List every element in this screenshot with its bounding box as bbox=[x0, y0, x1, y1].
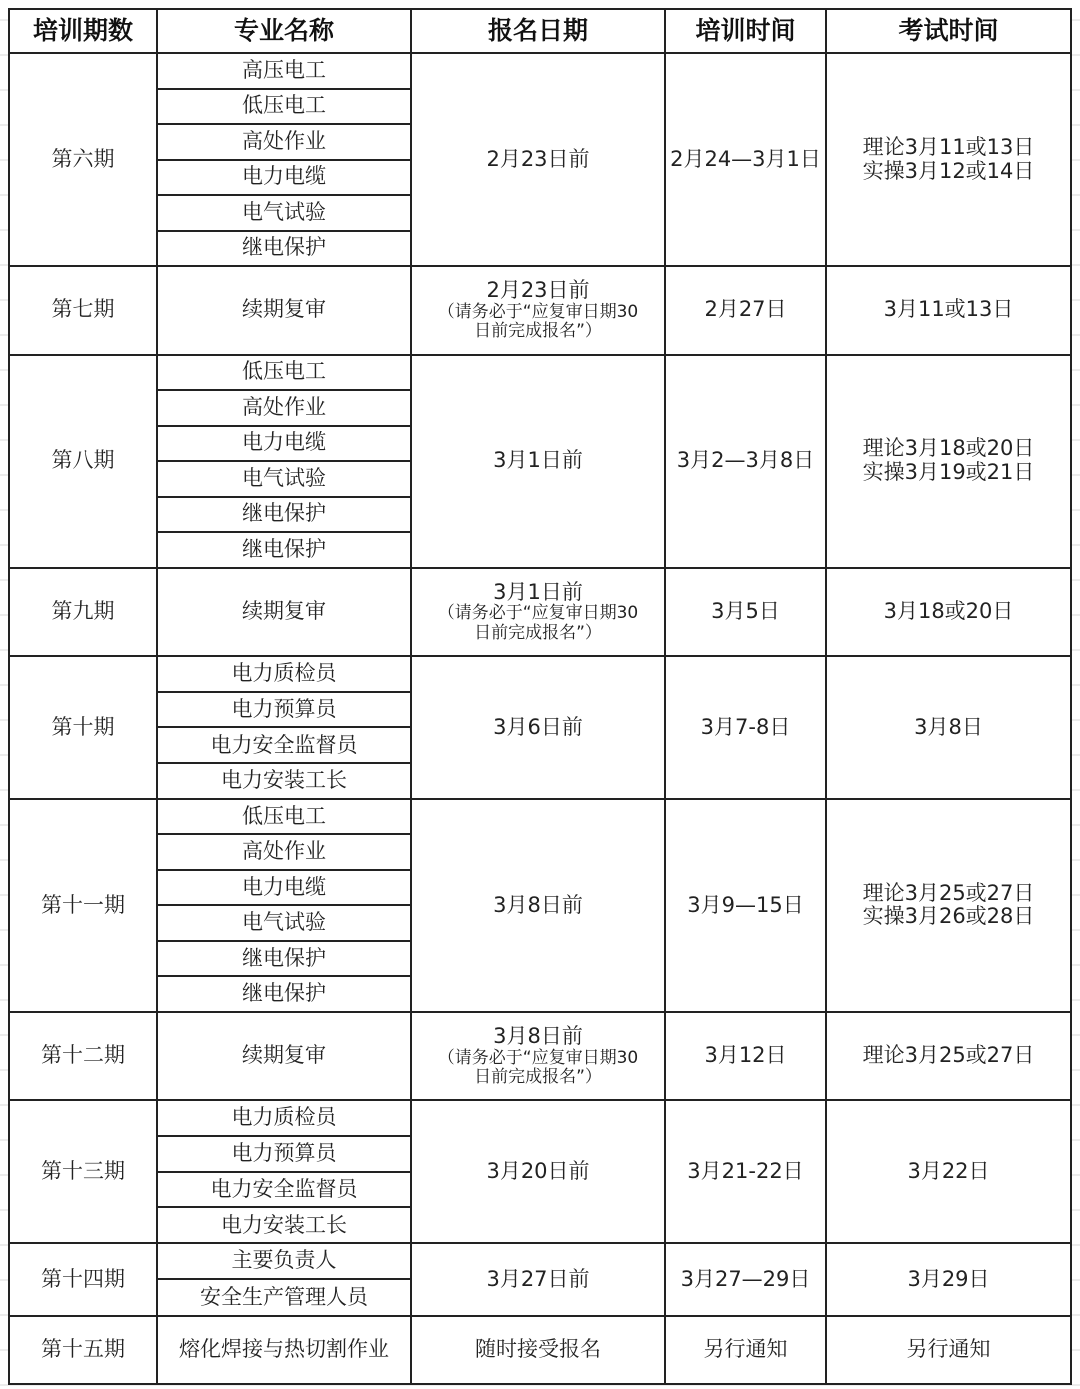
table-row bbox=[9, 656, 1071, 692]
registration-date bbox=[411, 1100, 665, 1243]
registration-date-line: 3月1日前 bbox=[493, 579, 583, 604]
major-name: 电力电缆 bbox=[157, 426, 411, 462]
major-name: 高处作业 bbox=[157, 390, 411, 426]
training-time: 3月21-22日 bbox=[665, 1100, 826, 1243]
registration-date bbox=[411, 53, 665, 266]
exam-time-line: 3月8日 bbox=[914, 714, 983, 739]
header-registration-date: 报名日期 bbox=[411, 9, 665, 53]
major-name: 电力电缆 bbox=[157, 870, 411, 906]
exam-time-line: 3月11或13日 bbox=[883, 297, 1014, 322]
major-name: 电力预算员 bbox=[157, 1136, 411, 1172]
major-name: 电气试验 bbox=[157, 905, 411, 941]
registration-date-line: 3月6日前 bbox=[493, 714, 583, 739]
major-name: 电力安装工长 bbox=[157, 1207, 411, 1243]
exam-time-line: 实操3月19或21日 bbox=[862, 460, 1035, 484]
table-row bbox=[9, 568, 1071, 657]
period-name: 第十三期 bbox=[9, 1100, 157, 1243]
major-name: 续期复审 bbox=[157, 1012, 411, 1101]
period-name: 第十一期 bbox=[9, 799, 157, 1012]
period-name: 第十五期 bbox=[9, 1316, 157, 1384]
exam-time-line: 理论3月18或20日 bbox=[862, 436, 1035, 461]
major-name: 电力质检员 bbox=[157, 656, 411, 692]
exam-time-line: 理论3月11或13日 bbox=[862, 134, 1035, 159]
training-time: 3月27—29日 bbox=[665, 1243, 826, 1315]
registration-date-line: 3月8日前 bbox=[493, 1024, 583, 1049]
major-name: 续期复审 bbox=[157, 266, 411, 355]
period-name: 第七期 bbox=[9, 266, 157, 355]
major-name: 续期复审 bbox=[157, 568, 411, 657]
table-row bbox=[9, 266, 1071, 355]
registration-date-line: 3月1日前 bbox=[493, 448, 583, 473]
exam-time bbox=[826, 656, 1071, 799]
table-row bbox=[9, 799, 1071, 835]
major-name: 电气试验 bbox=[157, 461, 411, 497]
period-name: 第十四期 bbox=[9, 1243, 157, 1315]
major-name: 高压电工 bbox=[157, 53, 411, 89]
table-row bbox=[9, 1316, 1071, 1384]
exam-time-line: 3月29日 bbox=[907, 1266, 990, 1291]
exam-time bbox=[826, 266, 1071, 355]
table-row bbox=[9, 1100, 1071, 1136]
exam-time bbox=[826, 799, 1071, 1012]
major-name: 低压电工 bbox=[157, 89, 411, 125]
major-name: 继电保护 bbox=[157, 231, 411, 267]
period-name: 第十期 bbox=[9, 656, 157, 799]
registration-date bbox=[411, 355, 665, 568]
registration-date-line: 3月8日前 bbox=[493, 892, 583, 917]
major-name: 低压电工 bbox=[157, 355, 411, 391]
major-name: 主要负责人 bbox=[157, 1243, 411, 1279]
registration-date-line: 日前完成报名”） bbox=[474, 622, 602, 643]
major-name: 继电保护 bbox=[157, 532, 411, 568]
table-row bbox=[9, 1243, 1071, 1279]
major-name: 高处作业 bbox=[157, 834, 411, 870]
registration-date bbox=[411, 568, 665, 657]
major-name: 电气试验 bbox=[157, 195, 411, 231]
major-name: 继电保护 bbox=[157, 941, 411, 977]
registration-date-line: 日前完成报名”） bbox=[474, 1066, 602, 1087]
exam-time bbox=[826, 355, 1071, 568]
registration-date bbox=[411, 656, 665, 799]
exam-time-line: 实操3月12或14日 bbox=[862, 158, 1035, 183]
exam-time bbox=[826, 1243, 1071, 1315]
major-name: 继电保护 bbox=[157, 497, 411, 533]
period-name: 第六期 bbox=[9, 53, 157, 266]
exam-time bbox=[826, 1316, 1071, 1384]
header-major: 专业名称 bbox=[157, 9, 411, 53]
major-name: 继电保护 bbox=[157, 976, 411, 1012]
major-name: 熔化焊接与热切割作业 bbox=[157, 1316, 411, 1384]
exam-time bbox=[826, 1100, 1071, 1243]
registration-date-line: 3月27日前 bbox=[486, 1266, 590, 1291]
major-name: 低压电工 bbox=[157, 799, 411, 835]
registration-date-line: （请务必于“应复审日期30 bbox=[437, 1047, 639, 1068]
training-schedule-table bbox=[8, 8, 1072, 1385]
exam-time-line: 理论3月25或27日 bbox=[862, 1043, 1035, 1068]
major-name: 电力安全监督员 bbox=[157, 727, 411, 763]
registration-date-line: （请务必于“应复审日期30 bbox=[437, 301, 639, 322]
exam-time-line: 理论3月25或27日 bbox=[862, 880, 1035, 905]
training-time: 3月9—15日 bbox=[665, 799, 826, 1012]
table-row bbox=[9, 53, 1071, 89]
exam-time bbox=[826, 1012, 1071, 1101]
header-exam-time: 考试时间 bbox=[826, 9, 1071, 53]
exam-time-line: 实操3月26或28日 bbox=[862, 904, 1035, 929]
major-name: 电力安全监督员 bbox=[157, 1172, 411, 1208]
training-time: 3月2—3月8日 bbox=[665, 355, 826, 568]
table-row bbox=[9, 355, 1071, 391]
major-name: 高处作业 bbox=[157, 124, 411, 160]
registration-date bbox=[411, 1243, 665, 1315]
exam-time bbox=[826, 53, 1071, 266]
header-training-time: 培训时间 bbox=[665, 9, 826, 53]
exam-time bbox=[826, 568, 1071, 657]
major-name: 电力预算员 bbox=[157, 692, 411, 728]
exam-time-line: 3月22日 bbox=[907, 1158, 990, 1183]
training-time: 2月27日 bbox=[665, 266, 826, 355]
registration-date-line: 日前完成报名”） bbox=[474, 321, 602, 341]
major-name: 电力电缆 bbox=[157, 160, 411, 196]
registration-date bbox=[411, 266, 665, 355]
training-time: 另行通知 bbox=[665, 1316, 826, 1384]
registration-date-line: 2月23日前 bbox=[486, 278, 590, 303]
registration-date-line: 2月23日前 bbox=[486, 146, 590, 171]
training-time: 3月5日 bbox=[665, 568, 826, 657]
period-name: 第八期 bbox=[9, 355, 157, 568]
major-name: 安全生产管理人员 bbox=[157, 1279, 411, 1315]
registration-date bbox=[411, 799, 665, 1012]
registration-date bbox=[411, 1012, 665, 1101]
period-name: 第九期 bbox=[9, 568, 157, 657]
registration-date-line: （请务必于“应复审日期30 bbox=[437, 603, 639, 624]
exam-time-line: 3月18或20日 bbox=[883, 598, 1014, 623]
header-row bbox=[9, 9, 1071, 53]
header-period: 培训期数 bbox=[9, 9, 157, 53]
training-time: 2月24—3月1日 bbox=[665, 53, 826, 266]
exam-time-line: 另行通知 bbox=[906, 1337, 991, 1361]
major-name: 电力安装工长 bbox=[157, 763, 411, 799]
period-name: 第十二期 bbox=[9, 1012, 157, 1101]
registration-date-line: 3月20日前 bbox=[486, 1158, 590, 1183]
training-time: 3月7-8日 bbox=[665, 656, 826, 799]
major-name: 电力质检员 bbox=[157, 1100, 411, 1136]
table-row bbox=[9, 1012, 1071, 1101]
training-time: 3月12日 bbox=[665, 1012, 826, 1101]
registration-date bbox=[411, 1316, 665, 1384]
registration-date-line: 随时接受报名 bbox=[475, 1337, 601, 1361]
